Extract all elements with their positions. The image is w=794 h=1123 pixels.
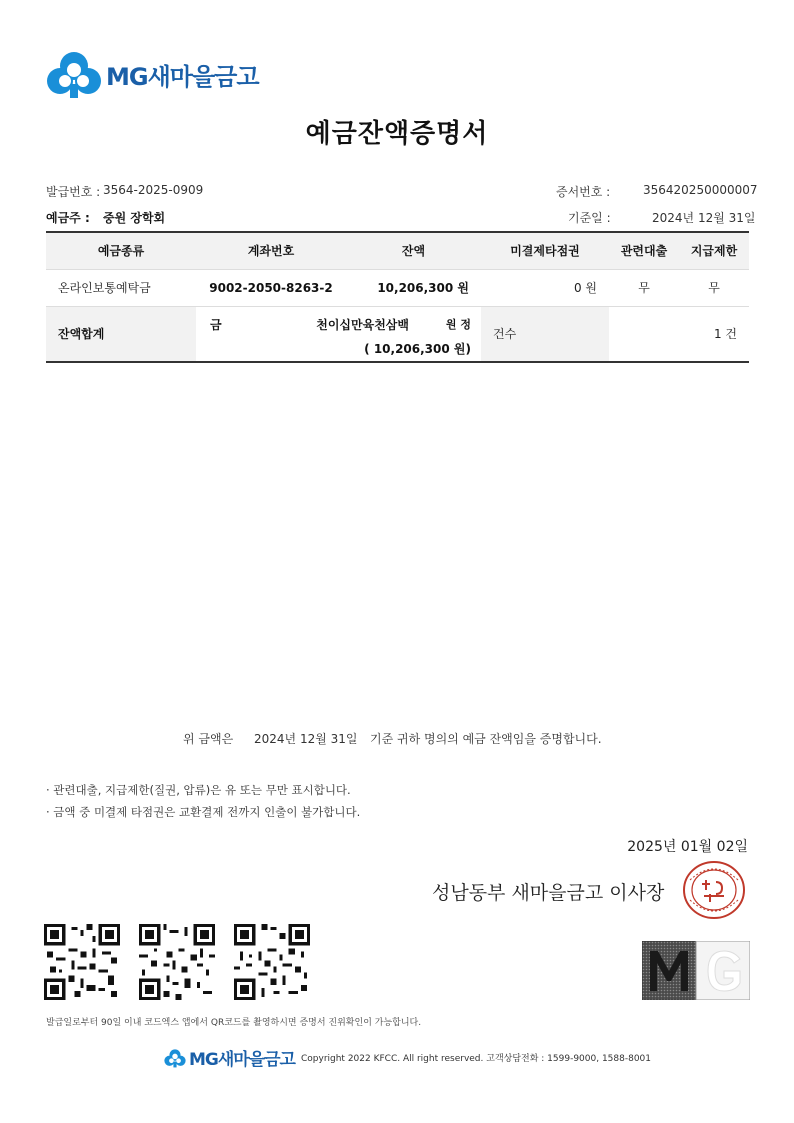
- issuer-name: 성남동부 새마을금고 이사장: [432, 882, 665, 904]
- statement-part2: 기준 귀하 명의의 예금 잔액임을 증명합니다.: [370, 732, 602, 746]
- qr-verification-note: 발급일로부터 90일 이내 코드엑스 앱에서 QR코드를 촬영하시면 증명서 진위확인이 가능합니다.: [46, 1018, 422, 1028]
- official-seal-icon: [682, 860, 746, 920]
- mg-cloud-icon: [164, 1047, 186, 1069]
- col-header-restriction: 지급제한: [679, 232, 749, 269]
- deposit-type: 온라인보통예탁금: [46, 269, 196, 306]
- document-title: 예금잔액증명서: [305, 119, 489, 149]
- footer-logo-text: MG새마을금고: [189, 1050, 295, 1070]
- account-number: 9002-2050-8263-2: [196, 269, 346, 306]
- total-amount-number: ( 10,206,300 원): [364, 341, 471, 356]
- table-row: [46, 269, 749, 306]
- base-date-label: 기준일 :: [568, 211, 611, 225]
- related-loan: 무: [609, 269, 679, 306]
- qr-code-icon: [44, 924, 120, 1000]
- total-amount-words: 천이십만육천삼백: [316, 317, 409, 332]
- footer: [164, 1045, 651, 1070]
- qr-code-icon: [234, 924, 310, 1000]
- footer-copyright: Copyright 2022 KFCC. All right reserved. 고객상담전화 : 1599-9000, 1588-8001: [300, 1054, 651, 1064]
- col-header-balance: 잔액: [346, 232, 481, 269]
- cert-no-label: 증서번호 :: [556, 185, 611, 199]
- count-label: 건수: [481, 306, 609, 362]
- total-geum: 금: [210, 317, 222, 332]
- holder-label: 예금주 :: [46, 211, 90, 225]
- deposit-table: [46, 231, 749, 363]
- brand-logo-text: MG새마을금고: [106, 62, 259, 91]
- total-amount: [196, 306, 481, 362]
- issue-date: 2025년 01월 02일: [627, 839, 748, 855]
- brand-logo: [46, 48, 259, 100]
- total-row: [46, 306, 749, 362]
- col-header-loan: 관련대출: [609, 232, 679, 269]
- note-item: · 금액 중 미결제 타점권은 교환결제 전까지 인출이 불가합니다.: [46, 805, 361, 819]
- issue-no: 3564-2025-0909: [103, 183, 204, 197]
- table-header-row: [46, 232, 749, 269]
- mg-cloud-icon: [46, 48, 102, 100]
- count-value: 1 건: [609, 306, 749, 362]
- note-item: · 관련대출, 지급제한(질권, 압류)은 유 또는 무만 표시합니다.: [46, 783, 351, 797]
- qr-code-icon: [139, 924, 215, 1000]
- holder-name: 중원 장학회: [103, 211, 166, 225]
- base-date: 2024년 12월 31일: [652, 211, 756, 225]
- issue-no-label: 발급번호 :: [46, 185, 101, 199]
- col-header-account: 계좌번호: [196, 232, 346, 269]
- payment-restriction: 무: [679, 269, 749, 306]
- statement-date: 2024년 12월 31일: [254, 732, 358, 746]
- balance: 10,206,300 원: [346, 269, 481, 306]
- col-header-uncleared: 미결제타점권: [481, 232, 609, 269]
- uncleared-amount: 0 원: [481, 269, 609, 306]
- mg-security-mark-icon: [642, 941, 750, 1000]
- cert-no: 356420250000007: [643, 183, 758, 197]
- total-label: 잔액합계: [46, 306, 196, 362]
- statement-part1: 위 금액은: [183, 732, 234, 746]
- col-header-type: 예금종류: [46, 232, 196, 269]
- total-won-jeong: 원 정: [445, 317, 471, 331]
